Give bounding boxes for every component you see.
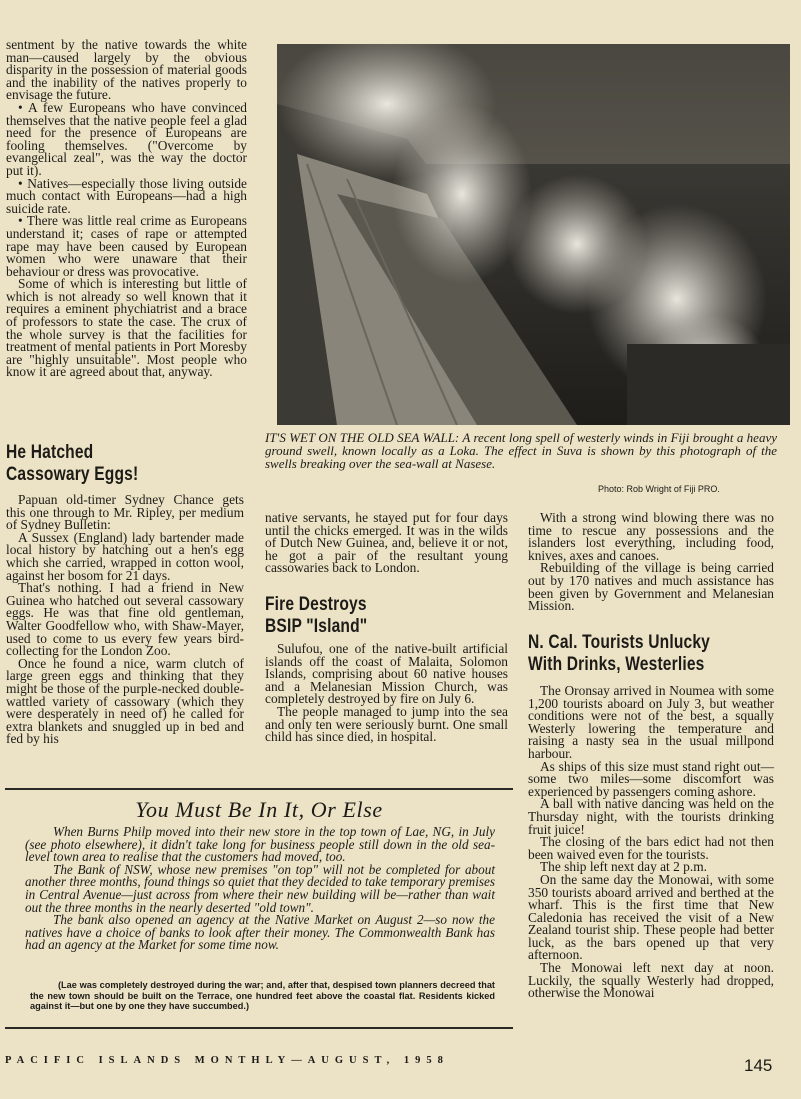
cassowary-headline-line1: He Hatched [6, 442, 94, 463]
page-number: 145 [744, 1056, 773, 1075]
lae-paragraph: The bank also opened an agency at the Native Market on August 2—so now the natives have a choice of banks to look after their money. The Commonwealth Bank has had an agency at the Market for some time now. [25, 912, 495, 953]
page-footer: PACIFIC ISLANDS MONTHLY—AUGUST, 1958 [5, 1055, 449, 1066]
fire-headline-line2: BSIP "Island" [265, 616, 368, 637]
left-paragraph: sentment by the native towards the white man—caused largely by the obvious disparity in the possession of material goods and the inability of the natives properly to envisage the future. [6, 37, 247, 103]
fire-paragraph: With a strong wind blowing there was no time to rescue any possessions and the islanders lost everything, including food, knives, axes and canoes. [528, 510, 774, 563]
ncal-paragraph: The Monowai left next day at noon. Luckily, the squally Westerly had dropped, otherwise the Monowai [528, 960, 774, 1001]
cassowary-paragraph: A Sussex (England) lady bartender made local history by hatching out a hen's egg which she carried, wrapped in cotton wool, against her bosom for 21 days. [6, 529, 244, 583]
ncal-paragraph: The closing of the bars edict had not then been waived even for the tourists. [528, 834, 774, 862]
left-paragraph: • There was little real crime as Europeans understand it; cases of rape or attempted rape may have been caused by European women who were unaware that their behaviour or dress was provocative. [6, 213, 247, 279]
ncal-paragraph: A ball with native dancing was held on the Thursday night, with the tourists drinking fruit juice! [528, 796, 774, 837]
photo-credit: Photo: Rob Wright of Fiji PRO. [598, 484, 720, 494]
ncal-headline-line1: N. Cal. Tourists Unlucky [528, 632, 710, 653]
lae-note-text: (Lae was completely destroyed during the war; and, after that, despised town planners decreed that the new town should be built on the Terrace, one hundred feet above the coastal flat. Residents kicked against it—but one by one they have succumbed.) [30, 980, 495, 1012]
ncal-paragraph: On the same day the Monowai, with some 350 tourists aboard arrived and berthed at the wharf. This is the first time that New Caledonia has received the visit of a New Zealand tourist ship. These people had better luck, as the bars opened up that very afternoon. [528, 871, 774, 963]
cassowary-col1 [6, 494, 244, 746]
lae-paragraph: The Bank of NSW, whose new premises "on top" will not be completed for about another three months, found things so quiet that they decided to take temporary premises in Central Avenue—just across from where their new building will be—rather than wait out the three months in the nearly deserted "old town". [25, 861, 495, 915]
left-paragraph: • Natives—especially those living outside much contact with Europeans—had a high suicide rate. [6, 175, 247, 216]
cassowary-paragraph: Papuan old-timer Sydney Chance gets this one through to Mr. Ripley, per medium of Sydney Bulletin: [6, 492, 244, 533]
cassowary-headline-line2: Cassowary Eggs! [6, 464, 139, 485]
fire-headline [265, 594, 367, 638]
cassowary-paragraph: Once he found a nice, warm clutch of large green eggs and thinking that they might be those of the purple-necked double-wattled variety of cassowary (which they were desperately in need of) he called for extra blankets and snuggled up in bed and fed by his [6, 655, 244, 747]
photo-caption: IT'S WET ON THE OLD SEA WALL: A recent long spell of westerly winds in Fiji brought a heavy ground swell, known locally as a Loka. The effect in Suva is shown by this photograph of the swells breaking over the sea-wall at Nasese. [265, 430, 777, 471]
fire-col2 [265, 643, 508, 744]
fire-paragraph: Sulufou, one of the native-built artificial islands off the coast of Malaita, Solomon Islands, comprising about 60 native houses and a Melanesian Mission Church, was completely destroyed by fire on July 6. [265, 641, 508, 707]
cassowary-headline [6, 442, 138, 486]
ncal-paragraph: As ships of this size must stand right out—some two miles—some discomfort was experienced by passengers coming ashore. [528, 758, 774, 799]
ncal-text [528, 685, 774, 1000]
left-column-text [6, 39, 247, 379]
left-paragraph: Some of which is interesting but little of which is not already so well known that it requires a eminent phychiatrist and a brace of professors to state the case. The crux of the whole survey is that the facilities for treatment of mental patients in Port Moresby are "highly unsuitable". Most people who know it are agreed about that, anyway. [6, 276, 247, 380]
lae-feature-box-bottom-rule [5, 1027, 513, 1029]
left-paragraph: • A few Europeans who have convinced themselves that the native people feel a glad need for the presence of Europeans are fooling themselves. ("Overcome by evangelical zeal", was the way the doctor put it). [6, 99, 247, 178]
ncal-paragraph: The Oronsay arrived in Noumea with some 1,200 tourists aboard on July 3, but weather conditions were not of the best, a squally Westerly lowering the temperature and raising a nasty sea in the usual millpond harbour. [528, 683, 774, 761]
lae-feature-box [5, 788, 513, 1028]
fire-headline-line1: Fire Destroys [265, 594, 367, 615]
ncal-paragraph: The ship left next day at 2 p.m. [540, 859, 707, 875]
sea-wall-photo-image [277, 44, 790, 425]
lae-note [30, 980, 495, 1012]
lae-feature-body [25, 826, 495, 952]
fire-paragraph: Rebuilding of the village is being carried out by 170 natives and much assistance has been given by Government and Melanesian Mission. [528, 560, 774, 614]
fire-paragraph: The people managed to jump into the sea and only ten were seriously burnt. One small child has since died, in hospital. [265, 703, 508, 745]
lae-feature-title: You Must Be In It, Or Else [135, 797, 383, 822]
ncal-headline-line2: With Drinks, Westerlies [528, 654, 705, 675]
cassowary-paragraph: native servants, he stayed put for four days until the chicks emerged. It was in the wilds of Dutch New Guinea, and, believe it or not, he got a pair of the resultant young cassowaries back to London. [265, 510, 508, 576]
fire-col3 [528, 512, 774, 613]
sea-wall-photo [277, 44, 790, 425]
lae-paragraph: When Burns Philp moved into their new store in the top town of Lae, NG, in July (see photo elsewhere), it didn't take long for business people still down in the old sea-level town area to realise that the customers had moved, too. [25, 824, 495, 865]
ncal-headline [528, 632, 710, 676]
cassowary-col2 [265, 512, 508, 575]
cassowary-paragraph: That's nothing. I had a friend in New Guinea who hatched out several cassowary eggs. He was that fine old gentleman, Walter Goodfellow who, with Shaw-Mayer, used to come to us every few years bird-collecting for the London Zoo. [6, 580, 244, 659]
